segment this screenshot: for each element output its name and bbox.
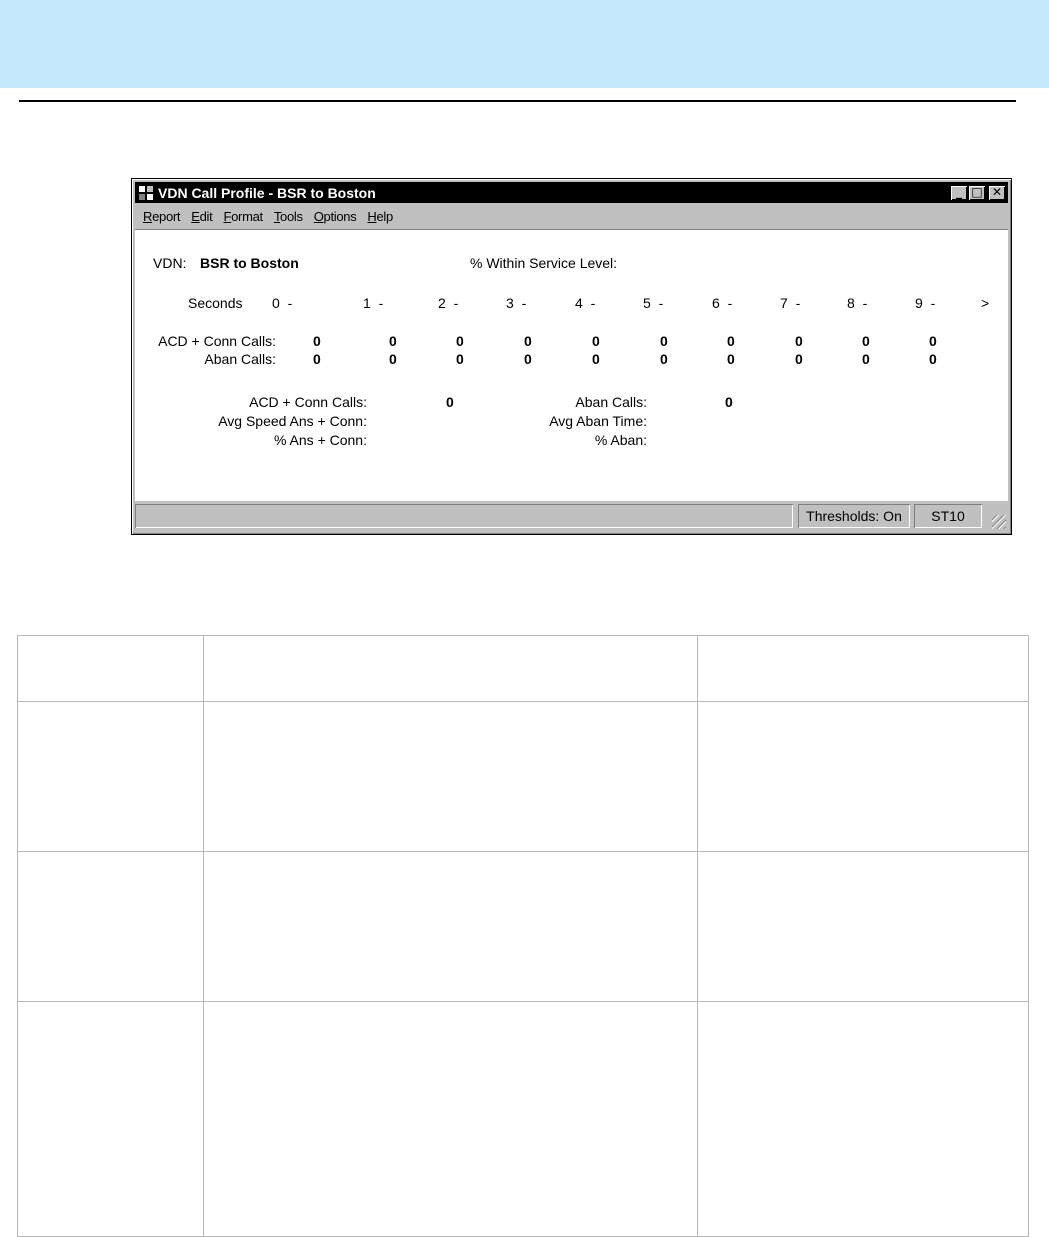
summary-label: ACD + Conn Calls:: [249, 394, 367, 410]
distribution-value: 0: [929, 351, 937, 367]
table-cell: [698, 702, 1029, 852]
table-row: [18, 852, 1029, 1002]
menu-report[interactable]: Report: [143, 208, 181, 224]
table-cell: [698, 852, 1029, 1002]
status-bar: [135, 503, 1008, 531]
seconds-bucket: 6 -: [712, 295, 733, 311]
distribution-value: 0: [862, 333, 870, 349]
distribution-value: 0: [795, 351, 803, 367]
header-banner: [0, 0, 1049, 88]
distribution-value: 0: [524, 351, 532, 367]
distribution-row-label: Aban Calls:: [204, 351, 276, 367]
seconds-bucket: 8 -: [847, 295, 868, 311]
vdn-value: BSR to Boston: [200, 255, 299, 271]
distribution-value: 0: [313, 351, 321, 367]
distribution-value: 0: [592, 333, 600, 349]
title-bar[interactable]: [135, 182, 1008, 203]
distribution-value: 0: [795, 333, 803, 349]
table-cell: [18, 636, 204, 702]
status-message: [135, 504, 793, 528]
seconds-bucket: >: [981, 295, 990, 311]
seconds-bucket: 1 -: [363, 295, 384, 311]
maximize-button[interactable]: □: [969, 186, 985, 200]
distribution-value: 0: [862, 351, 870, 367]
table-cell: [698, 636, 1029, 702]
report-area: [135, 229, 1008, 501]
seconds-bucket: 0 -: [272, 295, 293, 311]
menu-help[interactable]: Help: [367, 208, 393, 224]
menu-tools[interactable]: Tools: [273, 208, 303, 224]
table-cell: [204, 636, 698, 702]
summary-label: Avg Speed Ans + Conn:: [218, 413, 367, 429]
summary-label: % Ans + Conn:: [273, 432, 367, 448]
distribution-value: 0: [389, 333, 397, 349]
window-title: VDN Call Profile - BSR to Boston: [158, 184, 376, 201]
distribution-value: 0: [727, 333, 735, 349]
seconds-bucket: 5 -: [643, 295, 664, 311]
content-table: [17, 635, 1029, 1237]
summary-value: 0: [725, 394, 733, 410]
summary-label: Aban Calls:: [575, 394, 647, 410]
table-row: [18, 1002, 1029, 1237]
distribution-value: 0: [929, 333, 937, 349]
distribution-value: 0: [313, 333, 321, 349]
distribution-value: 0: [727, 351, 735, 367]
close-button[interactable]: ✕: [989, 186, 1005, 200]
distribution-value: 0: [456, 333, 464, 349]
distribution-value: 0: [660, 333, 668, 349]
summary-label: % Aban:: [594, 432, 647, 448]
distribution-value: 0: [524, 333, 532, 349]
distribution-value: 0: [660, 351, 668, 367]
status-code: ST10: [914, 504, 982, 528]
header-rule: [19, 100, 1016, 102]
app-icon[interactable]: [138, 185, 154, 201]
seconds-bucket: 9 -: [915, 295, 936, 311]
menu-bar: [135, 205, 1008, 227]
seconds-bucket: 7 -: [780, 295, 801, 311]
thresholds-status: Thresholds: On: [798, 504, 910, 528]
report-window: [131, 178, 1012, 535]
service-level-label: % Within Service Level:: [470, 255, 618, 271]
distribution-row-label: ACD + Conn Calls:: [158, 333, 276, 349]
table-row: [18, 636, 1029, 702]
resize-grip-icon[interactable]: [992, 515, 1006, 529]
menu-format[interactable]: Format: [223, 208, 263, 224]
distribution-value: 0: [456, 351, 464, 367]
table-cell: [18, 1002, 204, 1237]
menu-edit[interactable]: Edit: [191, 208, 213, 224]
table-row: [18, 702, 1029, 852]
table-cell: [18, 702, 204, 852]
table-cell: [204, 852, 698, 1002]
seconds-label: Seconds: [188, 295, 243, 311]
seconds-bucket: 4 -: [575, 295, 596, 311]
vdn-label: VDN:: [153, 255, 187, 271]
table-cell: [18, 852, 204, 1002]
distribution-value: 0: [592, 351, 600, 367]
table-cell: [204, 1002, 698, 1237]
minimize-button[interactable]: _: [951, 186, 967, 200]
distribution-value: 0: [389, 351, 397, 367]
summary-label: Avg Aban Time:: [549, 413, 647, 429]
table-cell: [698, 1002, 1029, 1237]
menu-options[interactable]: Options: [313, 208, 357, 224]
table-cell: [204, 702, 698, 852]
summary-value: 0: [446, 394, 454, 410]
seconds-bucket: 3 -: [506, 295, 527, 311]
seconds-bucket: 2 -: [438, 295, 459, 311]
